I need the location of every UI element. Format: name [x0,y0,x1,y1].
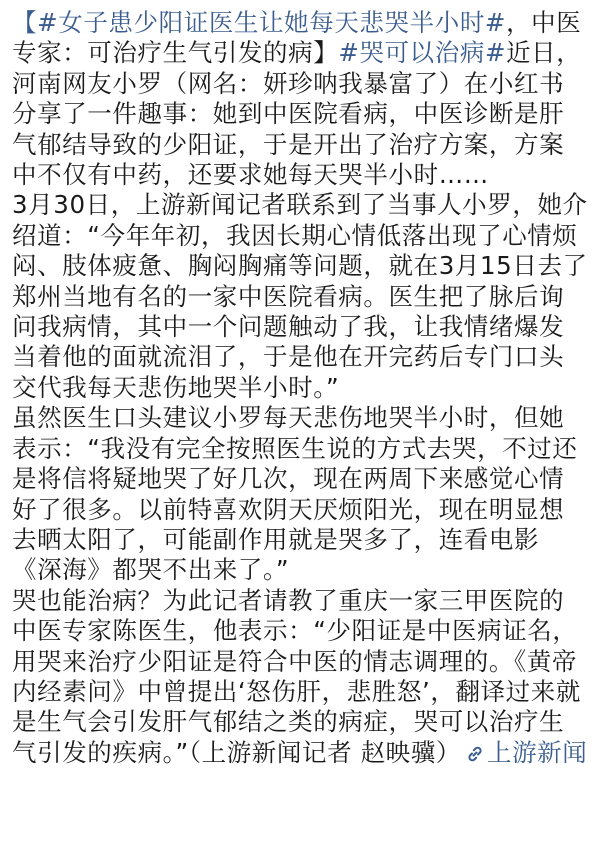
link-icon [465,741,485,771]
paragraph-1 [12,8,588,190]
paragraph-3: 虽然医生口头建议小罗每天悲伤地哭半小时，但她表示：“我没有完全按照医生说的方式去哭，不过还是将信将疑地哭了好几次，现在两周下来感觉心情好了很多。以前特喜欢阴天厌烦阳光，现在明显想去晒太阳了，可能副作用就是哭多了，连看电影《深海》都哭不出来了。” [12,403,578,585]
topic-link-2[interactable]: #哭可以治病# [338,38,507,68]
paragraph-4 [12,586,588,771]
topic-link-1[interactable]: 【#女子患少阳证医生让她每天悲哭半小时# [12,8,507,37]
paragraph-1-text-2: 近日，河南网友小罗（网名：妍珍呐我暴富了）在小红书分享了一件趣事：她到中医院看病，中医诊断是肝气郁结导致的少阳证，于是开出了治疗方案，方案中不仅有中药，还要求她每天哭半小时…… [12,38,582,190]
source-link-label: 上游新闻 [486,737,588,767]
paragraph-1-text-1: ，中医专家：可治疗生气引发的病】 [12,8,582,68]
paragraph-4-text: 哭也能治病？为此记者请教了重庆一家三甲医院的中医专家陈医生，他表示：“少阳证是中医病证名，用哭来治疗少阳证是符合中医的情志调理的。《黄帝内经素问》中曾提出‘怒伤肝，悲胜怒’，翻译过来就是生气会引发肝气郁结之类的病症，哭可以治疗生气引发的疾病。”（上游新闻记者 赵映骥） [12,585,581,767]
source-link[interactable] [461,738,587,767]
paragraph-2: 3月30日，上游新闻记者联系到了当事人小罗，她介绍道：“今年年初，我因长期心情低落出现了心情烦闷、肢体疲惫、胸闷胸痛等问题，就在3月15日去了郑州当地有名的一家中医院看病。医生把了脉后询问我病情，其中一个问题触动了我，让我情绪爆发当着他的面就流泪了，于是他在开完药后专门口头交代我每天悲伤地哭半小时。” [12,190,588,402]
